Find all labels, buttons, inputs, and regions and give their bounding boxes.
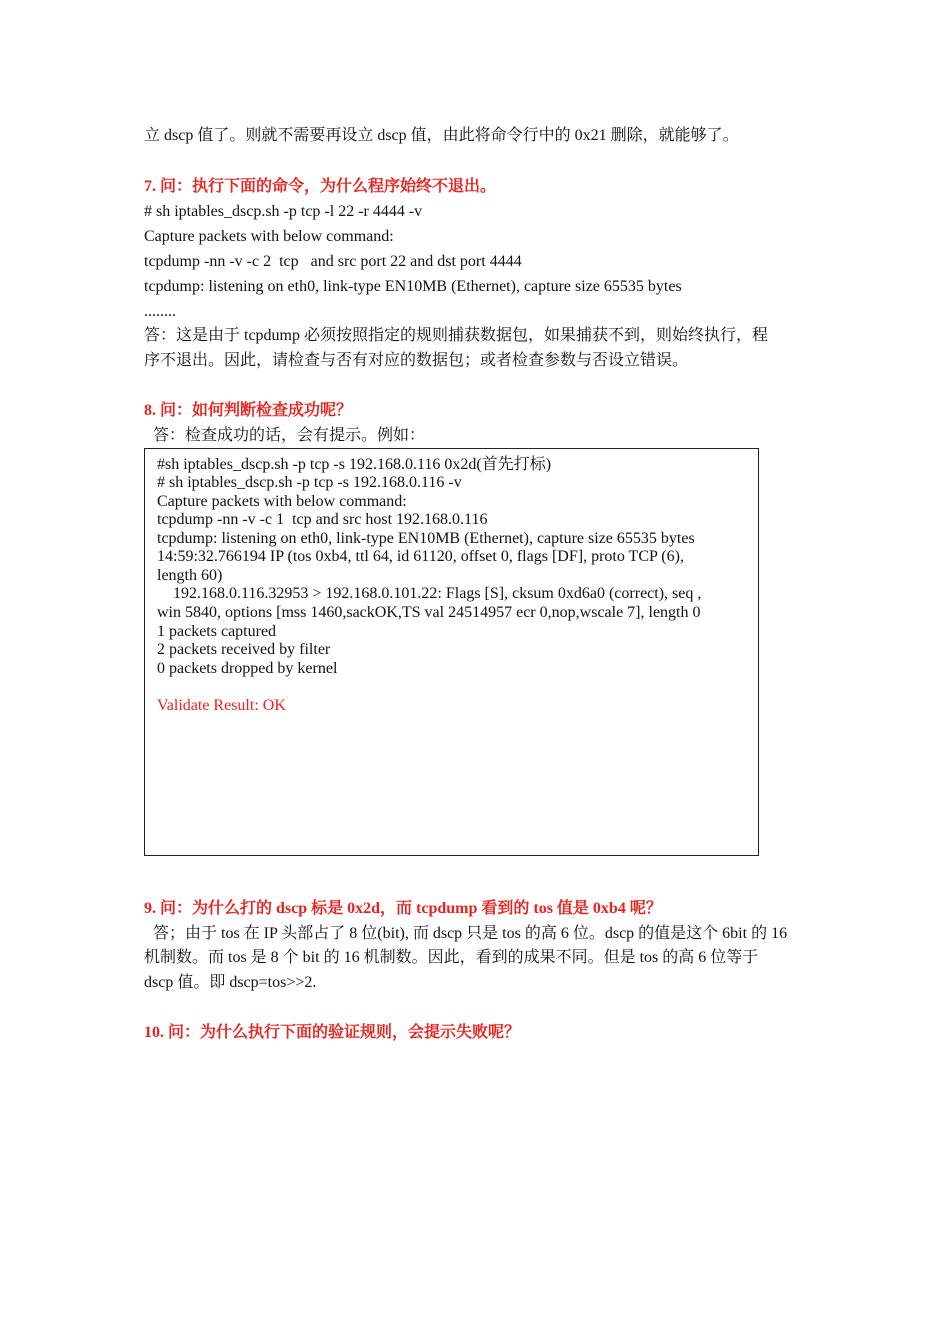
q9-answer-line-2: 机制数。而 tos 是 8 个 bit 的 16 机制数。因此，看到的成果不同。但是 tos 的高 6 位等于 [144,949,759,966]
code-line: win 5840, options [mss 1460,sackOK,TS val 24514957 ecr 0,nop,wscale 7], length 0 [157,604,701,621]
q7-capture-line: Capture packets with below command: [144,228,394,245]
q7-answer-line-2: 序不退出。因此，请检查与否有对应的数据包；或者检查参数与否设立错误。 [144,352,689,369]
q7-answer-line-1: 答：这是由于 tcpdump 必须按照指定的规则捕获数据包，如果捕获不到，则始终执行，程 [144,327,768,344]
q9-answer-line-1: 答；由于 tos 在 IP 头部占了 8 位(bit), 而 dscp 只是 tos 的高 6 位。dscp 的值是这个 6bit 的 16 [153,925,788,942]
code-line: 14:59:32.766194 IP (tos 0xb4, ttl 64, id 61120, offset 0, flags [DF], proto TCP (6), [157,548,684,565]
code-line: # sh iptables_dscp.sh -p tcp -s 192.168.0.116 -v [157,474,462,491]
code-line: 0 packets dropped by kernel [157,660,338,677]
code-line: Capture packets with below command: [157,493,407,510]
q7-ellipsis: ........ [144,303,176,320]
code-line: 1 packets captured [157,623,277,640]
q8-answer: 答：检查成功的话，会有提示。例如： [153,427,426,444]
validate-result: Validate Result: OK [157,697,286,714]
intro-line: 立 dscp 值了。则就不需要再设立 dscp 值，由此将命令行中的 0x21 删除，就能够了。 [144,127,739,144]
question-8-title: 8. 问：如何判断检查成功呢？ [144,402,353,419]
q7-tcpdump-output: tcpdump: listening on eth0, link-type EN10MB (Ethernet), capture size 65535 bytes [144,278,682,295]
code-line: #sh iptables_dscp.sh -p tcp -s 192.168.0.116 0x2d(首先打标) [157,456,552,473]
question-10-title: 10. 问：为什么执行下面的验证规则，会提示失败呢？ [144,1024,521,1041]
code-output-box [144,448,759,856]
question-9-title: 9. 问：为什么打的 dscp 标是 0x2d，而 tcpdump 看到的 tos 值是 0xb4 呢？ [144,900,662,917]
code-line: length 60) [157,567,223,584]
code-line: tcpdump -nn -v -c 1 tcp and src host 192.168.0.116 [157,511,488,528]
code-line: 2 packets received by filter [157,641,331,658]
q7-command-line: # sh iptables_dscp.sh -p tcp -l 22 -r 4444 -v [144,203,423,220]
question-7-title: 7. 问：执行下面的命令，为什么程序始终不退出。 [144,178,497,195]
code-line: tcpdump: listening on eth0, link-type EN10MB (Ethernet), capture size 65535 bytes [157,530,695,547]
q7-tcpdump-command: tcpdump -nn -v -c 2 tcp and src port 22 and dst port 4444 [144,253,522,270]
q9-answer-line-3: dscp 值。即 dscp=tos>>2. [144,974,317,991]
code-line: 192.168.0.116.32953 > 192.168.0.101.22: Flags [S], cksum 0xd6a0 (correct), seq , [157,585,702,602]
